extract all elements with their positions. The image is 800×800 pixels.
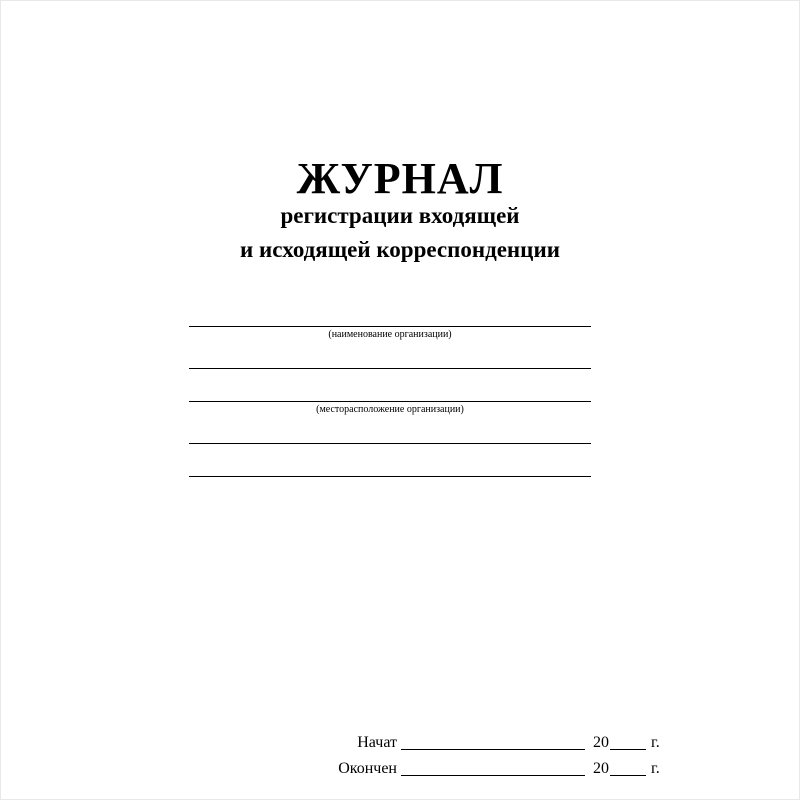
started-year-blank (610, 749, 646, 750)
ended-label: Окончен (338, 760, 397, 777)
started-label: Начат (357, 734, 397, 751)
ended-year-suffix: г. (651, 760, 660, 777)
organization-location-line-3 (189, 476, 591, 477)
organization-name-caption: (наименование организации) (328, 329, 452, 340)
document-subtitle-line2: и исходящей корреспонденции (240, 237, 560, 262)
started-date-row (1, 732, 800, 754)
started-date-blank (401, 749, 585, 750)
organization-location-caption: (месторасположение организации) (316, 404, 464, 415)
ended-year-blank (610, 775, 646, 776)
ended-date-blank (401, 775, 585, 776)
organization-name-line-2 (189, 368, 591, 369)
ended-date-row (1, 758, 800, 780)
document-subtitle-line1: регистрации входящей (280, 203, 520, 228)
document-title: ЖУРНАЛ (296, 154, 504, 203)
started-century-prefix: 20 (593, 734, 609, 751)
ended-century-prefix: 20 (593, 760, 609, 777)
started-year-suffix: г. (651, 734, 660, 751)
organization-name-line (189, 326, 591, 327)
organization-location-line-2 (189, 443, 591, 444)
organization-location-line (189, 401, 591, 402)
